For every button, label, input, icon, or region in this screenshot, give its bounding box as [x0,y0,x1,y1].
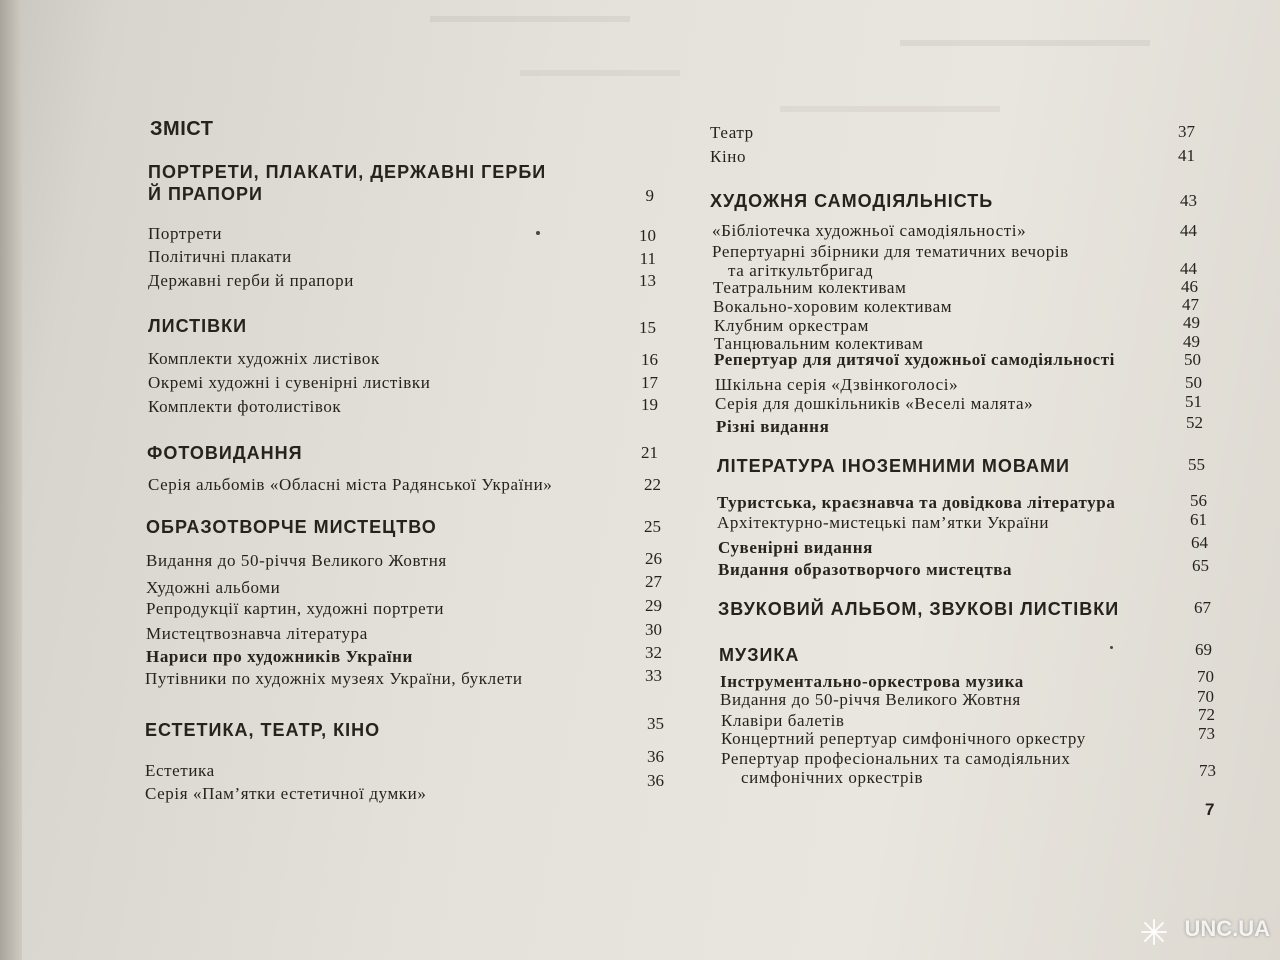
page-number: 30 [645,620,662,639]
page-number: 25 [644,517,661,536]
toc-item: Репродукції картин, художні портрети [146,599,445,618]
section-title: ЗВУКОВИЙ АЛЬБОМ, ЗВУКОВІ ЛИСТІВКИ [718,599,1120,619]
toc-item: Художні альбоми [146,578,281,597]
page-number: 29 [645,596,662,615]
page-number: 32 [645,643,662,662]
page-number: 73 [1198,724,1215,743]
toc-item: Серія для дошкільників «Веселі малята» [715,394,1034,413]
page-number: 51 [1185,392,1202,411]
page-number: 35 [647,714,664,733]
toc-item: Естетика [145,761,215,780]
page-number: 72 [1198,705,1215,724]
toc-item: «Бібліотечка художньої самодіяльності» [712,221,1027,240]
show-through [520,60,680,76]
toc-item: Туристська, краєзнавча та довідкова література [717,493,1116,512]
page-number: 41 [1178,146,1195,165]
toc-item: Репертуар для дитячої художньої самодіяльності [714,350,1115,369]
page-number: 65 [1192,556,1209,575]
ink-speck [536,231,540,235]
toc-item: Серія «Пам’ятки естетичної думки» [145,784,427,803]
toc-item: Мистецтвознавча література [146,624,368,643]
toc-item: Путівники по художніх музеях України, буклети [145,669,523,688]
watermark-star-icon [1140,918,1168,946]
toc-item-cont: симфонічних оркестрів [741,768,924,787]
page-number: 70 [1197,687,1214,706]
toc-item: Клубним оркестрам [714,316,869,335]
page-number: 50 [1184,350,1201,369]
page-number: 22 [644,475,661,494]
toc-item: Архітектурно-мистецькі пам’ятки України [717,513,1050,532]
toc-item: Видання образотворчого мистецтва [718,560,1013,579]
toc-item: Видання до 50-річчя Великого Жовтня [146,551,447,570]
page-number: 47 [1182,295,1199,314]
toc-item: Видання до 50-річчя Великого Жовтня [720,690,1021,709]
show-through [780,96,1000,112]
toc-item: Танцювальним колективам [714,334,924,353]
section-title-cont: Й ПРАПОРИ [148,184,263,204]
page-number: 67 [1194,598,1211,617]
section-title: ХУДОЖНЯ САМОДІЯЛЬНІСТЬ [710,191,994,211]
page-number: 49 [1183,332,1200,351]
page-number: 13 [639,271,656,290]
page-number: 11 [639,249,656,268]
section-title: ЛІТЕРАТУРА ІНОЗЕМНИМИ МОВАМИ [717,456,1070,476]
page-number: 46 [1181,277,1198,296]
page-number: 73 [1199,761,1216,780]
toc-item: Різні видання [716,417,830,436]
show-through [430,6,630,22]
page-number: 19 [641,395,658,414]
toc-item: Політичні плакати [148,247,292,266]
toc-item: Окремі художні і сувенірні листівки [148,373,431,392]
section-title: ПОРТРЕТИ, ПЛАКАТИ, ДЕРЖАВНІ ГЕРБИ [148,162,547,182]
section-title: ФОТОВИДАННЯ [147,443,303,463]
section-title: ЛИСТІВКИ [148,316,248,336]
page-number: 52 [1186,413,1203,432]
page-number: 36 [647,771,664,790]
page-number: 33 [645,666,662,685]
toc-item: Нариси про художників України [146,647,413,666]
toc-item: Державні герби й прапори [148,271,354,290]
toc-item: Шкільна серія «Дзвінкоголосі» [715,375,959,394]
section-title: МУЗИКА [719,645,800,665]
page-number: 15 [639,318,656,337]
page-number: 49 [1183,313,1200,332]
page-number: 69 [1195,640,1212,659]
toc-item: Театральним колективам [713,278,907,297]
toc-item: Серія альбомів «Обласні міста Радянської України» [148,475,553,494]
page-number: 37 [1178,122,1195,141]
toc-item: Сувенірні видання [718,538,873,557]
toc-item: Кіно [710,147,747,166]
page-number: 64 [1191,533,1208,552]
section-title: ОБРАЗОТВОРЧЕ МИСТЕЦТВО [146,517,437,537]
page-number: 44 [1180,221,1197,240]
folio-page-number: 7 [1205,800,1215,819]
page-number: 26 [645,549,662,568]
page-number: 61 [1190,510,1207,529]
toc-item-cont: та агіткультбригад [728,261,874,280]
toc-item: Вокально-хоровим колективам [713,297,953,316]
book-spine [0,0,22,960]
page-number: 10 [639,226,656,245]
toc-item: Театр [710,123,754,142]
page-number: 16 [641,350,658,369]
toc-item: Концертний репертуар симфонічного оркестру [721,729,1086,748]
contents-heading: ЗМІСТ [150,118,214,140]
ink-speck [1110,646,1113,649]
page-number: 50 [1185,373,1202,392]
page-number: 43 [1180,191,1197,210]
page-number: 27 [645,572,662,591]
show-through [900,30,1150,46]
watermark-logo: UNC.UA [1184,916,1270,941]
toc-item: Репертуарні збірники для тематичних вечорів [712,242,1069,261]
toc-item: Портрети [148,224,223,243]
page-number: 70 [1197,667,1214,686]
toc-item: Клавіри балетів [721,711,845,730]
page-number: 36 [647,747,664,766]
toc-item: Інструментально-оркестрова музика [720,672,1024,691]
page-number: 55 [1188,455,1205,474]
toc-item: Комплекти фотолистівок [148,397,342,416]
page-number: 56 [1190,491,1207,510]
page-number: 44 [1180,259,1197,278]
page-number: 17 [641,373,658,392]
page-number: 21 [641,443,658,462]
page-number: 9 [645,186,654,205]
toc-item: Репертуар професіональних та самодіяльних [721,749,1071,768]
toc-item: Комплекти художніх листівок [148,349,380,368]
section-title: ЕСТЕТИКА, ТЕАТР, КІНО [145,720,381,740]
